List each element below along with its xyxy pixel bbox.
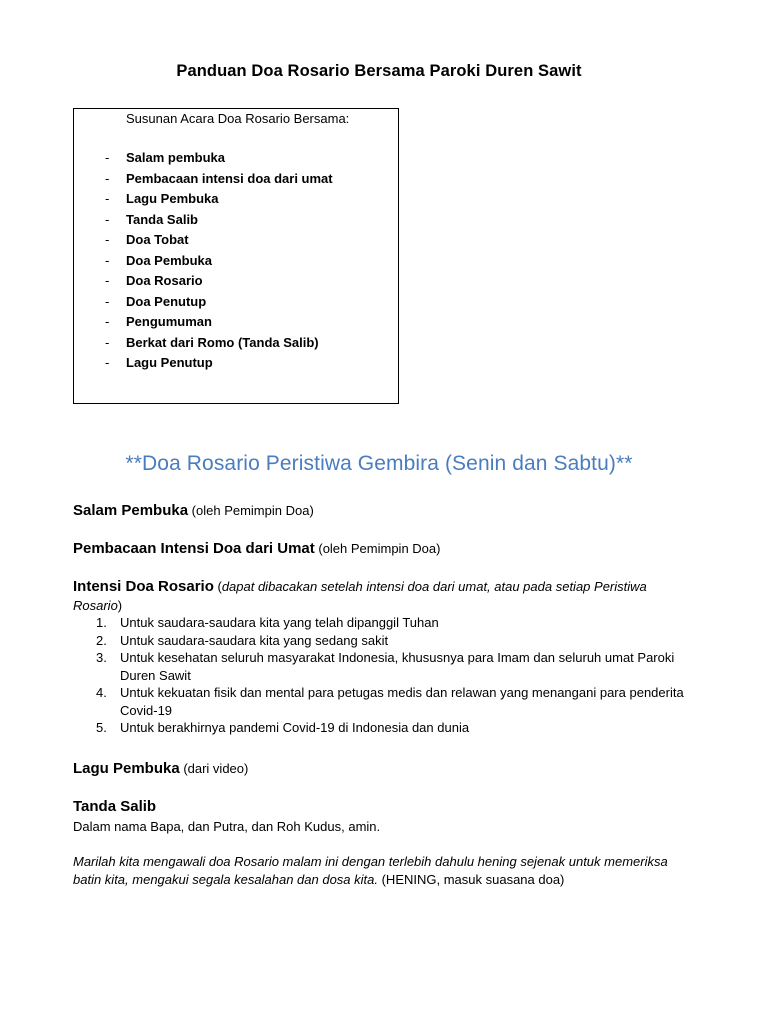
intensi-umat-note: (oleh Pemimpin Doa) xyxy=(314,541,441,556)
intensi-rosario-heading: Intensi Doa Rosario xyxy=(73,578,214,595)
salam-pembuka-note: (oleh Pemimpin Doa) xyxy=(188,503,314,518)
agenda-box: Susunan Acara Doa Rosario Bersama: - Salam pembuka - Pembacaan intensi doa dari umat - Lagu Pembuka - Tanda Salib - Doa Tobat - Doa Pembuka - Doa Rosario - Doa Penutup - Pengumuman - Berkat dari Romo (Tanda Salib) - Lagu Penutup xyxy=(73,108,399,404)
intensi-rosario-note: (dapat dibacakan setelah intensi doa dari umat, atau pada setiap Peristiwa Rosario) xyxy=(73,579,647,613)
tanda-salib-heading: Tanda Salib xyxy=(73,798,157,815)
hening-invitation xyxy=(73,853,688,889)
document-title: Panduan Doa Rosario Bersama Paroki Duren Sawit xyxy=(176,62,582,80)
invitation-italic-text: Marilah kita mengawali doa Rosario malam ini dengan terlebih dahulu hening sejenak untuk memeriksa batin kita, mengakui segala kesalahan dan dosa kita. xyxy=(73,854,668,887)
intensi-item: 4. Untuk kekuatan fisik dan mental para petugas medis dan relawan yang menangani para penderita Covid-19 xyxy=(96,685,684,718)
intensi-umat-section xyxy=(73,539,440,559)
intensi-item: 3. Untuk kesehatan seluruh masyarakat Indonesia, khususnya para Imam dan seluruh umat Paroki Duren Sawit xyxy=(96,650,675,683)
agenda-heading: Susunan Acara Doa Rosario Bersama: xyxy=(126,111,350,126)
lagu-pembuka-heading: Lagu Pembuka xyxy=(73,760,180,777)
intensi-item: 5. Untuk berakhirnya pandemi Covid-19 di Indonesia dan dunia xyxy=(96,720,470,735)
section-title: **Doa Rosario Peristiwa Gembira (Senin dan Sabtu)** xyxy=(125,452,633,475)
salam-pembuka-section xyxy=(73,501,314,521)
salam-pembuka-heading: Salam Pembuka xyxy=(73,502,189,519)
intensi-item: 1. Untuk saudara-saudara kita yang telah dipanggil Tuhan xyxy=(96,615,439,630)
lagu-pembuka-section xyxy=(73,759,248,779)
intensi-list xyxy=(73,614,688,737)
intensi-umat-heading: Pembacaan Intensi Doa dari Umat xyxy=(73,540,315,557)
intensi-rosario-section xyxy=(73,577,688,615)
intensi-item: 2. Untuk saudara-saudara kita yang sedang sakit xyxy=(96,632,389,648)
invitation-note: (HENING, masuk suasana doa) xyxy=(377,872,565,887)
lagu-pembuka-note: (dari video) xyxy=(179,761,249,776)
tanda-salib-section xyxy=(73,797,156,817)
tanda-salib-text: Dalam nama Bapa, dan Putra, dan Roh Kudus, amin. xyxy=(73,819,381,834)
